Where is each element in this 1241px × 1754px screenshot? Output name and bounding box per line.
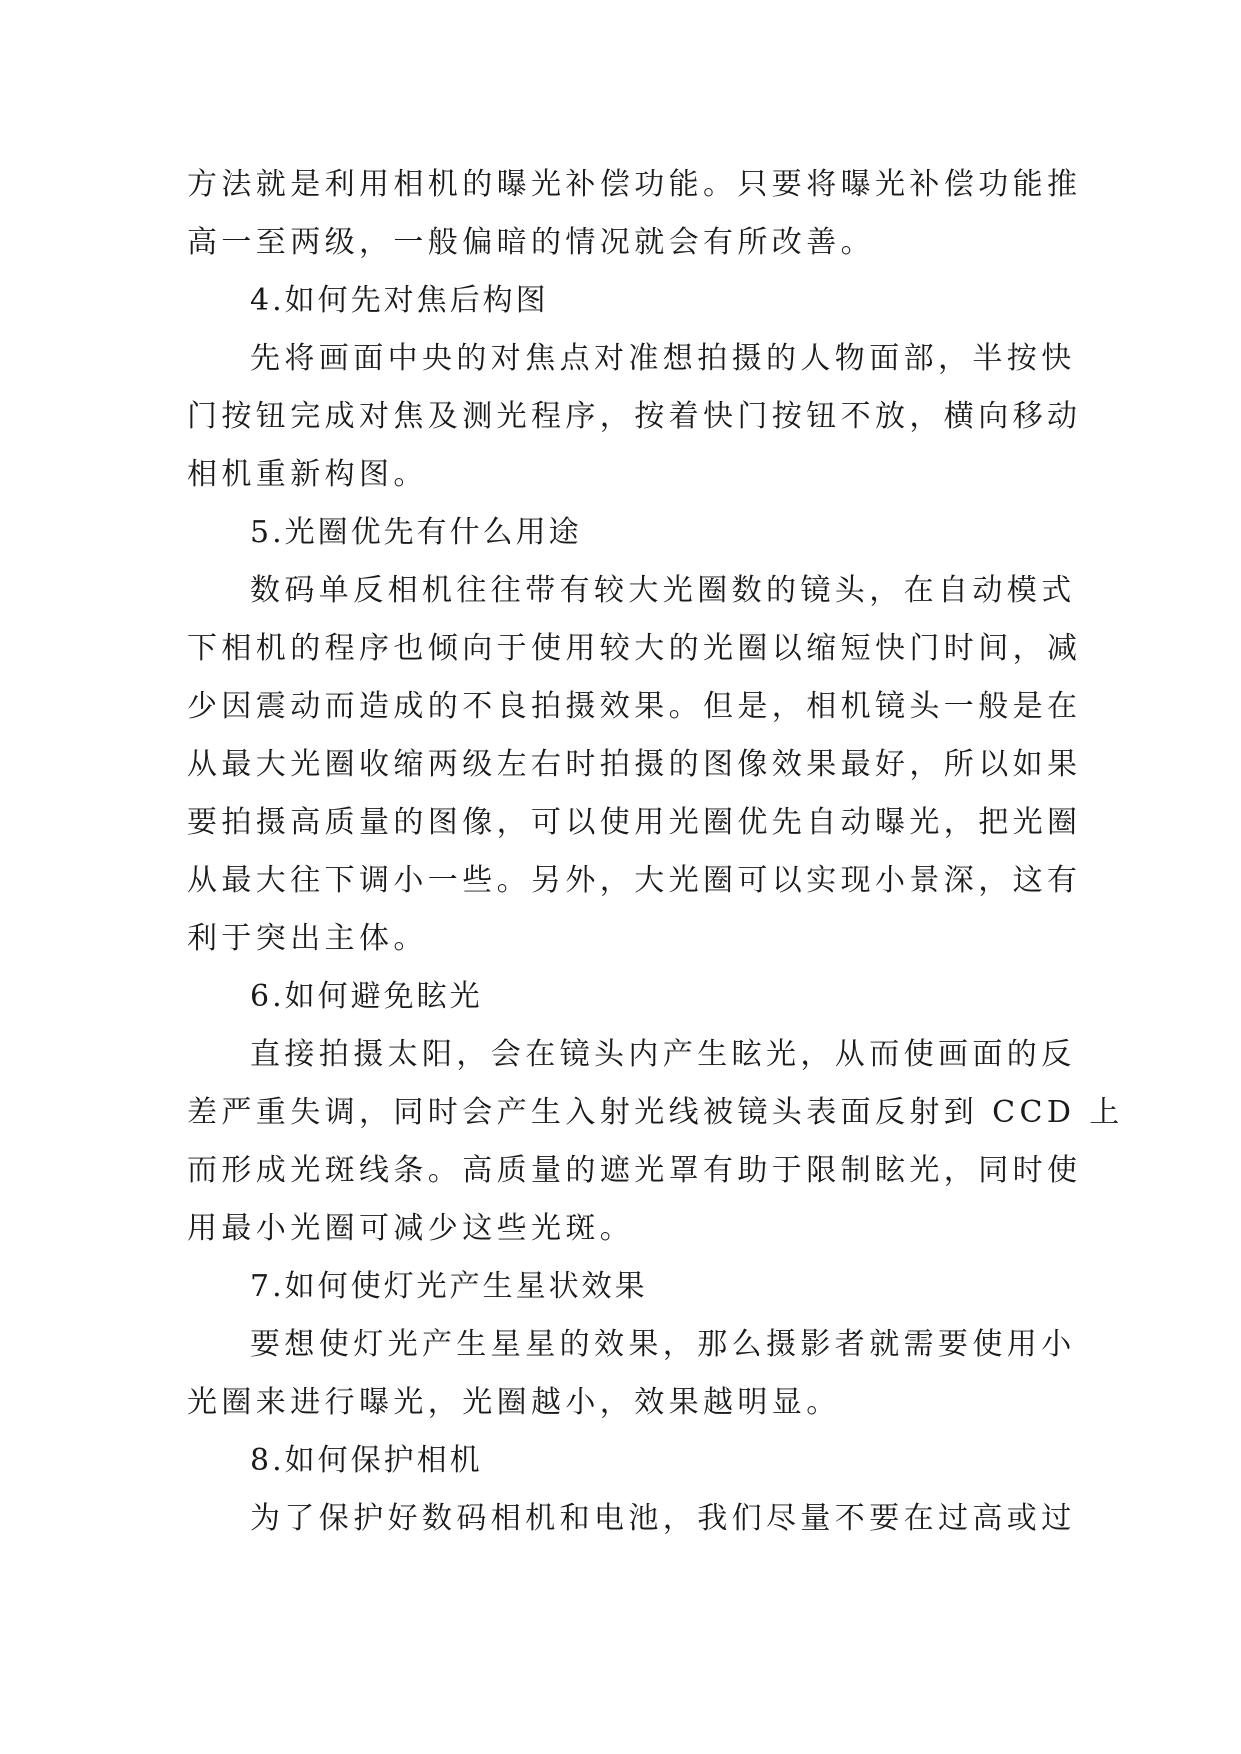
paragraph-first-line: 直接拍摄太阳，会在镜头内产生眩光，从而使画面的反	[250, 1037, 1076, 1072]
text-line: 高一至两级，一般偏暗的情况就会有所改善。	[187, 225, 875, 260]
text-line: 相机重新构图。	[187, 457, 428, 492]
text-line: 门按钮完成对焦及测光程序，按着快门按钮不放，横向移动	[187, 399, 1082, 434]
text-line: 要拍摄高质量的图像，可以使用光圈优先自动曝光，把光圈	[187, 805, 1082, 840]
section-heading: 4.如何先对焦后构图	[250, 283, 549, 318]
text-line: 差严重失调，同时会产生入射光线被镜头表面反射到 CCD 上	[187, 1095, 1124, 1130]
section-heading: 5.光圈优先有什么用途	[250, 515, 582, 550]
document-page	[187, 156, 1124, 1548]
paragraph-first-line: 为了保护好数码相机和电池，我们尽量不要在过高或过	[250, 1501, 1076, 1536]
text-line: 从最大往下调小一些。另外，大光圈可以实现小景深，这有	[187, 863, 1082, 898]
section-heading: 7.如何使灯光产生星状效果	[250, 1269, 648, 1304]
text-line: 光圈来进行曝光，光圈越小，效果越明显。	[187, 1385, 841, 1420]
text-line: 利于突出主体。	[187, 921, 428, 956]
text-line: 少因震动而造成的不良拍摄效果。但是，相机镜头一般是在	[187, 689, 1082, 724]
text-line: 方法就是利用相机的曝光补偿功能。只要将曝光补偿功能推	[187, 167, 1082, 202]
text-line: 而形成光斑线条。高质量的遮光罩有助于限制眩光，同时使	[187, 1153, 1082, 1188]
section-heading: 8.如何保护相机	[250, 1443, 483, 1478]
paragraph-first-line: 先将画面中央的对焦点对准想拍摄的人物面部，半按快	[250, 341, 1076, 376]
text-line: 下相机的程序也倾向于使用较大的光圈以缩短快门时间，减	[187, 631, 1082, 666]
section-heading: 6.如何避免眩光	[250, 979, 483, 1014]
paragraph-first-line: 要想使灯光产生星星的效果，那么摄影者就需要使用小	[250, 1327, 1076, 1362]
text-line: 从最大光圈收缩两级左右时拍摄的图像效果最好，所以如果	[187, 747, 1082, 782]
text-line: 用最小光圈可减少这些光斑。	[187, 1211, 635, 1246]
paragraph-first-line: 数码单反相机往往带有较大光圈数的镜头，在自动模式	[250, 573, 1076, 608]
